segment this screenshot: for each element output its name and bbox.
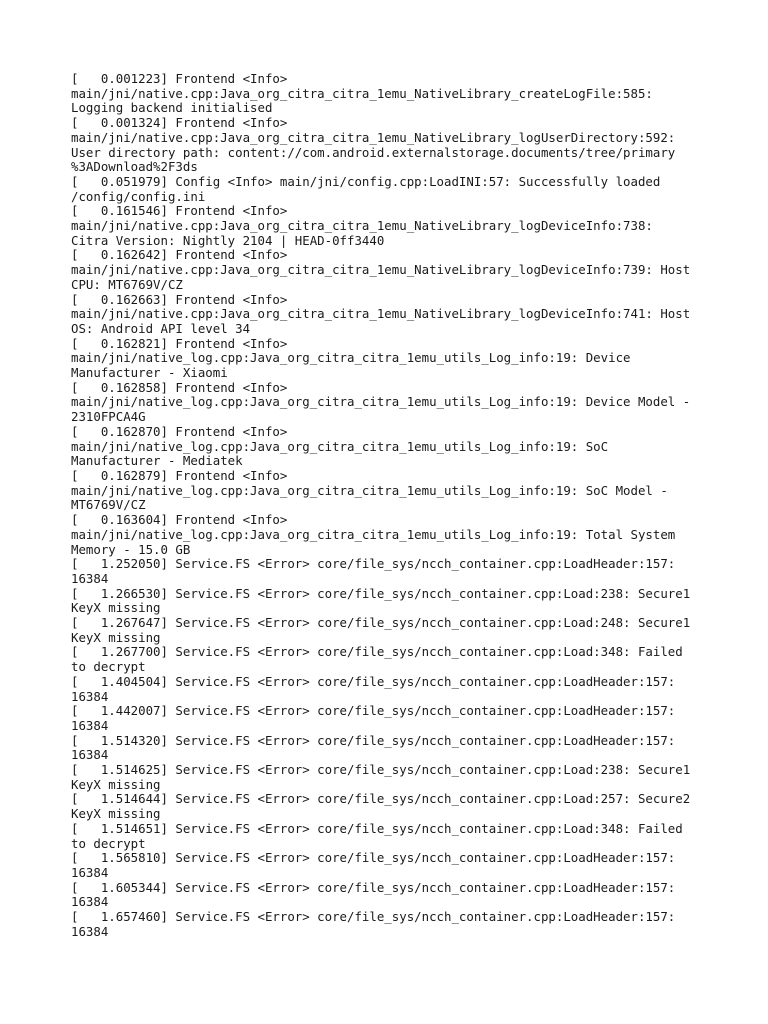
log-line: %3ADownload%2F3ds [71, 159, 198, 175]
log-document [71, 72, 711, 939]
log-line: 16384 [71, 688, 109, 704]
log-line: main/jni/native.cpp:Java_org_citra_citra_1emu_NativeLibrary_logDeviceInfo:738: [71, 218, 653, 234]
log-line: 16384 [71, 923, 109, 939]
log-line: [ 1.514644] Service.FS <Error> core/file_sys/ncch_container.cpp:Load:257: Secure2 [71, 791, 691, 807]
log-line: [ 1.442007] Service.FS <Error> core/file_sys/ncch_container.cpp:LoadHeader:157: [71, 703, 676, 719]
log-line: KeyX missing [71, 629, 161, 645]
log-line: User directory path: content://com.android.externalstorage.documents/tree/primary [71, 144, 676, 160]
log-line: [ 1.267647] Service.FS <Error> core/file_sys/ncch_container.cpp:Load:248: Secure1 [71, 615, 691, 631]
log-line: main/jni/native_log.cpp:Java_org_citra_citra_1emu_utils_Log_info:19: Device Model - [71, 394, 691, 410]
log-line: [ 0.001324] Frontend <Info> [71, 115, 288, 131]
log-line: [ 1.267700] Service.FS <Error> core/file_sys/ncch_container.cpp:Load:348: Failed [71, 644, 683, 660]
log-line: [ 1.657460] Service.FS <Error> core/file_sys/ncch_container.cpp:LoadHeader:157: [71, 909, 676, 925]
log-line: [ 0.162663] Frontend <Info> [71, 291, 288, 307]
log-line: [ 1.514320] Service.FS <Error> core/file_sys/ncch_container.cpp:LoadHeader:157: [71, 732, 676, 748]
log-line: [ 1.565810] Service.FS <Error> core/file_sys/ncch_container.cpp:LoadHeader:157: [71, 850, 676, 866]
log-line: 16384 [71, 864, 109, 880]
log-line: main/jni/native_log.cpp:Java_org_citra_citra_1emu_utils_Log_info:19: Device [71, 350, 631, 366]
log-line: MT6769V/CZ [71, 497, 146, 513]
log-line: 16384 [71, 717, 109, 733]
log-line: main/jni/native.cpp:Java_org_citra_citra_1emu_NativeLibrary_logDeviceInfo:741: Host [71, 306, 691, 322]
log-line: [ 1.404504] Service.FS <Error> core/file_sys/ncch_container.cpp:LoadHeader:157: [71, 673, 676, 689]
log-line: to decrypt [71, 835, 146, 851]
log-line: [ 0.161546] Frontend <Info> [71, 203, 288, 219]
log-line: OS: Android API level 34 [71, 320, 251, 336]
log-line: main/jni/native.cpp:Java_org_citra_citra_1emu_NativeLibrary_logUserDirectory:592: [71, 129, 676, 145]
log-line: to decrypt [71, 659, 146, 675]
log-line: [ 0.163604] Frontend <Info> [71, 512, 288, 528]
log-line: main/jni/native.cpp:Java_org_citra_citra_1emu_NativeLibrary_createLogFile:585: [71, 85, 653, 101]
log-line: [ 0.162858] Frontend <Info> [71, 379, 288, 395]
log-line: [ 0.162879] Frontend <Info> [71, 467, 288, 483]
log-line: [ 0.162642] Frontend <Info> [71, 247, 288, 263]
log-line: [ 1.514651] Service.FS <Error> core/file_sys/ncch_container.cpp:Load:348: Failed [71, 820, 683, 836]
log-line: [ 1.514625] Service.FS <Error> core/file_sys/ncch_container.cpp:Load:238: Secure1 [71, 762, 691, 778]
log-line: [ 1.266530] Service.FS <Error> core/file_sys/ncch_container.cpp:Load:238: Secure1 [71, 585, 691, 601]
log-line: 16384 [71, 747, 109, 763]
log-line: [ 0.162870] Frontend <Info> [71, 423, 288, 439]
log-line: main/jni/native_log.cpp:Java_org_citra_citra_1emu_utils_Log_info:19: SoC [71, 438, 609, 454]
log-line: main/jni/native_log.cpp:Java_org_citra_citra_1emu_utils_Log_info:19: SoC Model - [71, 482, 668, 498]
log-line: Manufacturer - Xiaomi [71, 365, 228, 381]
log-line: [ 1.252050] Service.FS <Error> core/file_sys/ncch_container.cpp:LoadHeader:157: [71, 556, 676, 572]
log-line: main/jni/native.cpp:Java_org_citra_citra_1emu_NativeLibrary_logDeviceInfo:739: Host [71, 262, 691, 278]
log-line: KeyX missing [71, 776, 161, 792]
log-line: [ 0.001223] Frontend <Info> [71, 71, 288, 86]
log-line: 16384 [71, 570, 109, 586]
log-line: /config/config.ini [71, 188, 206, 204]
log-line: Manufacturer - Mediatek [71, 453, 243, 469]
log-line: KeyX missing [71, 600, 161, 616]
log-line: main/jni/native_log.cpp:Java_org_citra_citra_1emu_utils_Log_info:19: Total System [71, 526, 676, 542]
log-line: [ 0.162821] Frontend <Info> [71, 335, 288, 351]
log-line: Memory - 15.0 GB [71, 541, 191, 557]
log-line: CPU: MT6769V/CZ [71, 276, 183, 292]
log-line: 16384 [71, 894, 109, 910]
log-line: KeyX missing [71, 806, 161, 822]
log-line: Citra Version: Nightly 2104 | HEAD-0ff3440 [71, 232, 385, 248]
log-line: 2310FPCA4G [71, 409, 146, 425]
log-line: [ 1.605344] Service.FS <Error> core/file_sys/ncch_container.cpp:LoadHeader:157: [71, 879, 676, 895]
log-line: Logging backend initialised [71, 100, 273, 116]
log-line: [ 0.051979] Config <Info> main/jni/config.cpp:LoadINI:57: Successfully loaded [71, 173, 661, 189]
